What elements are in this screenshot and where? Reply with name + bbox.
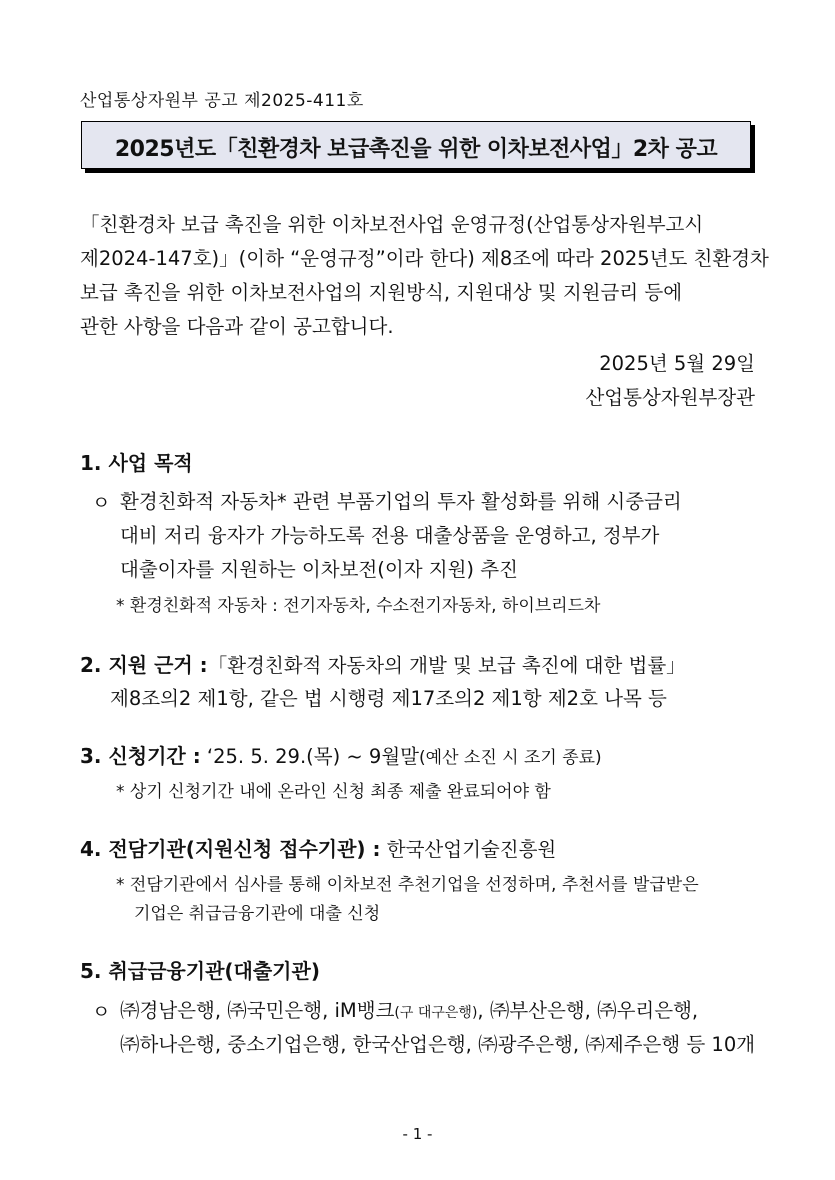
intro-line-1: 「친환경차 보급 촉진을 위한 이차보전사업 운영규정(산업통상자원부고시 bbox=[80, 213, 704, 236]
page-number: - 1 - bbox=[402, 1125, 433, 1143]
section5-line-1 bbox=[120, 995, 698, 1023]
notice-date: 2025년 5월 29일 bbox=[599, 352, 755, 375]
section3-heading: 3. 신청기간 : bbox=[80, 744, 201, 768]
section4-note-line-1: * 전담기관에서 심사를 통해 이차보전 추천기업을 선정하며, 추천서를 발급받은 bbox=[116, 875, 699, 895]
section2-line-1 bbox=[80, 649, 686, 678]
intro-line-3: 보급 촉진을 위한 이차보전사업의 지원방식, 지원대상 및 지원금리 등에 bbox=[80, 281, 683, 304]
issuer: 산업통상자원부장관 bbox=[585, 386, 755, 409]
section5-heading: 5. 취급금융기관(대출기관) bbox=[80, 959, 320, 983]
section3-line bbox=[80, 740, 602, 769]
section1-line-1: 환경친화적 자동차* 관련 부품기업의 투자 활성화를 위해 시중금리 bbox=[120, 490, 682, 513]
document-title: 2025년도「친환경차 보급촉진을 위한 이차보전사업」2차 공고 bbox=[114, 137, 718, 162]
application-period-note: (예산 소진 시 조기 종료) bbox=[419, 748, 602, 768]
section4-line bbox=[80, 833, 556, 862]
intro-line-2: 제2024-147호)」(이하 “운영규정”이라 한다) 제8조에 따라 2025년도 친환경차 bbox=[80, 247, 769, 270]
banks-part-b: , ㈜부산은행, ㈜우리은행, bbox=[477, 999, 699, 1022]
intro-line-4: 관한 사항을 다음과 같이 공고합니다. bbox=[80, 315, 394, 338]
section3-note: * 상기 신청기간 내에 온라인 신청 최종 제출 완료되어야 함 bbox=[116, 782, 551, 802]
section1-line-2: 대비 저리 융자가 가능하도록 전용 대출상품을 운영하고, 정부가 bbox=[120, 524, 660, 547]
section4-note-line-2: 기업은 취급금융기관에 대출 신청 bbox=[134, 904, 381, 924]
section1-heading: 1. 사업 목적 bbox=[80, 451, 193, 475]
section2-line-2: 제8조의2 제1항, 같은 법 시행령 제17조의2 제1항 제2호 나목 등 bbox=[110, 687, 667, 710]
banks-part-a: ㈜경남은행, ㈜국민은행, iM뱅크 bbox=[120, 999, 395, 1022]
notice-number: 산업통상자원부 공고 제2025-411호 bbox=[80, 91, 364, 111]
section1-line-3: 대출이자를 지원하는 이차보전(이자 지원) 추진 bbox=[120, 558, 518, 581]
agency-name: 한국산업기술진흥원 bbox=[386, 838, 557, 861]
section2-law: 「환경친화적 자동차의 개발 및 보급 촉진에 대한 법률」 bbox=[207, 654, 686, 677]
banks-former-name: (구 대구은행) bbox=[394, 1005, 478, 1021]
bullet-marker: ㅇ bbox=[92, 1001, 111, 1023]
title-box bbox=[81, 121, 751, 169]
application-period: ‘25. 5. 29.(목) ~ 9월말 bbox=[206, 745, 420, 768]
section1-note: * 환경친화적 자동차 : 전기자동차, 수소전기자동차, 하이브리드차 bbox=[116, 596, 601, 616]
section5-line-2: ㈜하나은행, 중소기업은행, 한국산업은행, ㈜광주은행, ㈜제주은행 등 10개 bbox=[120, 1033, 756, 1056]
section4-heading: 4. 전담기관(지원신청 접수기관) : bbox=[80, 837, 381, 861]
bullet-marker: ㅇ bbox=[92, 492, 111, 514]
section2-heading: 2. 지원 근거 : bbox=[80, 653, 208, 677]
